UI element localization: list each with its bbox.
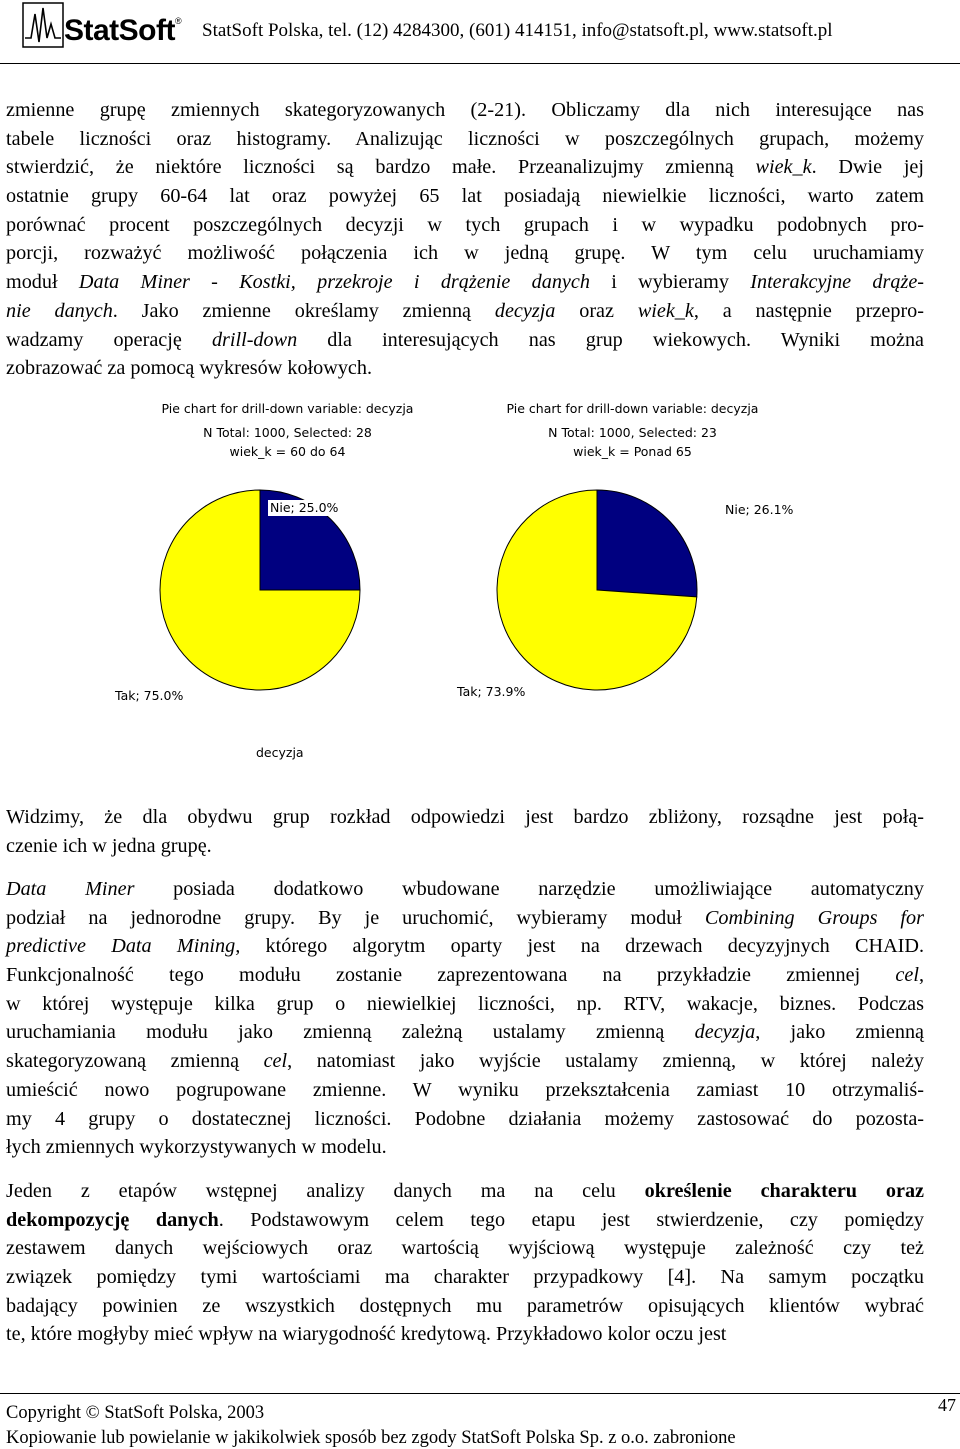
text-run: . Dwie jej [811,156,925,179]
text-line [6,832,924,861]
slice-label-tak: Tak; 75.0% [115,688,184,703]
footer-notice: Kopiowanie lub powielanie w jakikolwiek sposób bez zgody StatSoft Polska Sp. z o.o. zabronione [6,1428,736,1448]
text-line [6,1292,924,1321]
text-line [6,125,924,154]
chart-left-title-1: Pie chart for drill-down variable: decyzja [161,401,414,416]
text-run: moduł [6,271,79,294]
text-line [6,326,924,355]
text-run: . Podstawowym celem tego etapu jest stwierdzenie, czy pomiędzy [218,1208,924,1231]
text-line [6,182,924,211]
text-line [6,1234,924,1263]
footer-copyright: Copyright © StatSoft Polska, 2003 [6,1403,265,1423]
chart-right-title-1: Pie chart for drill-down variable: decyzja [506,401,759,416]
text-line [6,211,924,240]
text-line [6,268,924,297]
text-line [6,932,924,961]
text-line [6,1320,924,1349]
text-line [6,239,924,268]
page-header [0,0,960,64]
text-run: czenie ich w jedna grupę. [6,834,212,857]
text-run: skategoryzowaną zmienną [6,1050,264,1073]
chart-left-pie [110,480,450,730]
text-run: nie danych [6,299,113,322]
statsoft-logo-icon [22,2,64,48]
text-line [6,1263,924,1292]
text-run: Jeden z etapów wstępnej analizy danych ma na celu [6,1180,645,1202]
text-run: zestawem danych wejściowych oraz wartością wyjściową występuje zależność czy też [6,1237,924,1260]
text-run: Widzimy, że dla obydwu grup rozkład odpowiedzi jest bardzo zbliżony, rozsądne jest połą- [6,806,924,828]
text-run: zmienne grupę zmiennych skategoryzowanych (2-21). Obliczamy dla nich interesujące nas [6,99,924,121]
slice-label-nie: Nie; 25.0% [270,500,339,515]
text-run: . Jako zmienne określamy zmienną [112,299,495,322]
text-run: Combining Groups for [704,906,924,929]
chart-right-pie [455,480,825,730]
text-line [6,904,924,933]
text-line [6,96,924,125]
text-run: porównać procent poszczególnych decyzji w tych grupach i w wypadku podobnych pro- [6,213,924,236]
page-number: 47 [938,1395,956,1415]
text-run: Data Miner - Kostki, przekroje i drążenie danych [78,271,590,294]
text-run: te, które mogłyby mieć wpływ na wiarygodność kredytową. Przykładowo kolor oczu jest [6,1323,727,1346]
text-line [6,990,924,1019]
text-run: podział na jednorodne grupy. By je uruchomić, wybieramy moduł [6,906,705,929]
text-line [6,961,924,990]
paragraph-3 [6,875,924,1162]
text-run: porcji, rozważyć możliwość połączenia ich w jedną grupę. W tym celu uruchamiamy [6,242,924,265]
footer-divider [0,1393,960,1394]
text-run: stwierdzić, że niektóre liczności są bardzo małe. Przeanalizujmy zmienną [6,156,756,179]
text-line [6,297,924,326]
text-run: dla interesujących nas grup wiekowych. Wyniki można [297,328,924,351]
registered-mark: ® [175,16,182,26]
text-run: Interakcyjne drąże- [750,271,925,294]
text-line [6,1133,924,1162]
text-line [6,803,924,832]
text-run: uruchamiania modułu jako zmienną zależną ustalamy zmienną [6,1021,695,1044]
text-line [6,1047,924,1076]
brand-name [64,14,181,48]
text-line [6,354,924,383]
text-line [6,153,924,182]
text-run: wiek_k [755,156,812,179]
text-line [6,1105,924,1134]
text-run: , natomiast jako wyjście ustalamy zmienną, w której należy [287,1050,924,1073]
text-run: my 4 grupy o dostatecznej liczności. Podobne działania możemy zastosować do pozosta- [6,1107,924,1130]
text-line [6,875,924,904]
text-run: tabele liczności oraz histogramy. Analizując liczności w poszczególnych grupach, możemy [6,127,924,150]
chart-left-title-2: N Total: 1000, Selected: 28 [203,425,372,440]
text-line [6,1018,924,1047]
chart-right-title-3: wiek_k = Ponad 65 [573,444,692,459]
text-line [6,1206,924,1235]
text-run: łych zmiennych wykorzystywanych w modelu. [6,1136,387,1159]
chart-left-xlabel: decyzja [256,745,304,760]
brand-text: StatSoft [64,14,175,47]
text-run: zobrazować za pomocą wykresów kołowych. [6,357,373,380]
text-run: którego algorytm oparty jest na drzewach decyzyjnych CHAID. [240,935,925,958]
text-run: cel [895,964,919,987]
slice-label-tak: Tak; 73.9% [457,684,526,699]
text-line [6,1177,924,1206]
text-run: , a następnie przepro- [693,299,924,322]
paragraph-1 [6,96,924,383]
text-run: cel [263,1050,288,1073]
text-run: wiek_k [637,299,694,322]
header-contact: StatSoft Polska, tel. (12) 4284300, (601) 414151, info@statsoft.pl, www.statsoft.pl [202,20,833,41]
text-run: decyzja [494,299,556,322]
header-divider [0,63,960,64]
text-line [6,1076,924,1105]
text-run: drill-down [211,328,298,351]
text-run: wadzamy operację [6,328,212,351]
slice-label-nie: Nie; 26.1% [725,502,794,517]
paragraph-2 [6,803,924,860]
text-run: , jako zmienną [755,1021,924,1044]
text-run: oraz [555,299,638,322]
text-run: umieścić nowo pogrupowane zmienne. W wyniku przekształcenia zamiast 10 otrzymaliś- [6,1078,924,1101]
text-run: związek pomiędzy tymi wartościami ma charakter przypadkowy [4]. Na samym początku [6,1266,924,1289]
text-run: decyzja [694,1021,756,1044]
text-run: badający powinien ze wszystkich dostępnych mu parametrów opisujących klientów wybrać [6,1294,924,1317]
text-run: posiada dodatkowo wbudowane narzędzie umożliwiające automatyczny [134,878,924,900]
pie-slice-nie [597,490,697,597]
text-run: określenie charakteru oraz [644,1180,924,1202]
text-run: Funkcjonalność tego modułu zostanie zaprezentowana na przykładzie zmiennej [6,964,896,987]
text-run: Data Miner [6,878,135,900]
text-run: , [918,964,924,987]
text-run: dekompozycję danych [6,1208,219,1231]
text-run: w której występuje kilka grup o niewielkiej liczności, np. RTV, wakacje, biznes. Podczas [6,992,924,1015]
text-run: predictive Data Mining, [6,935,241,958]
chart-left-title-3: wiek_k = 60 do 64 [229,444,346,459]
paragraph-4 [6,1177,924,1349]
text-run: ostatnie grupy 60-64 lat oraz powyżej 65 lat posiadają niewielkie liczności, warto zatem [6,185,924,208]
text-run: i wybieramy [589,271,751,294]
chart-right-title-2: N Total: 1000, Selected: 23 [548,425,717,440]
